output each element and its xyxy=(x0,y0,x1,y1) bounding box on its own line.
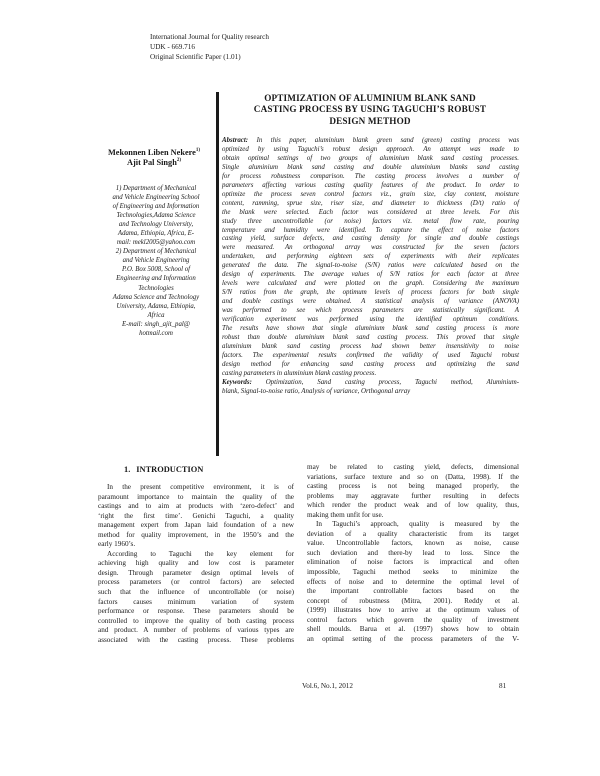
body-line: an optimal setting of the process parameters of the V- xyxy=(307,634,519,643)
affiliation-line: Technologies,Adama Science xyxy=(116,212,196,220)
affiliations xyxy=(98,184,214,338)
affiliation-line: Engineering and Information xyxy=(116,275,196,283)
abstract-line: levels were calculated and were plotted on the graph. Considering the maximum xyxy=(222,280,519,288)
body-line: effects of noise and to determine the optimal level of xyxy=(307,577,519,586)
author-list xyxy=(98,148,210,169)
paper-type: Original Scientific Paper (1.01) xyxy=(150,53,241,62)
abstract-line: aluminium blank sand casting process had shown better insensitivity to noise xyxy=(222,342,519,350)
body-line: paramount importance to maintain the quality of the xyxy=(98,492,294,501)
affiliation-line: and Vehicle Engineering School xyxy=(112,194,200,202)
body-line: associated with the casting process. These problems xyxy=(98,635,294,644)
abstract-line: optimized by using Taguchi’s robust design approach. An attempt was made to xyxy=(222,145,519,153)
body-line: early 1960’s. xyxy=(98,540,136,549)
body-line: In Taguchi’s approach, quality is measured by the xyxy=(316,520,519,529)
body-line: (1999) illustrates how to arrive at the optimum values of xyxy=(307,606,519,615)
abstract-first-text: In this paper, aluminium blank green sand (green) casting process was xyxy=(256,137,519,144)
keywords-line-2: blank, Signal-to-noise ratio, Analysis of variance, Orthogonal array xyxy=(222,387,411,395)
abstract-line: casting parameters in aluminium blank casting process. xyxy=(222,369,377,377)
body-line: variations, surface texture and so on (Datta, 1998). If the xyxy=(307,472,519,481)
abstract-line: robust than double aluminium blank sand casting process. This proved that single xyxy=(222,333,519,341)
body-line: shell moulds. Barua et al. (1997) shows how to obtain xyxy=(307,625,519,634)
body-line: ‘right the first time’. Genichi Taguchi, a quality xyxy=(98,511,294,520)
body-line: may be related to casting yield, defects, dimensional xyxy=(307,463,519,471)
body-line: performance or response. These parameters should be xyxy=(98,607,294,616)
body-line: the important controllable factors based on the xyxy=(307,587,519,596)
abstract-line: S/N ratios from the graph, the optimum levels of process factors for both single xyxy=(222,289,519,297)
body-line: concept of robustness (Mitra, 2001). Reddy et al. xyxy=(307,596,519,605)
section-heading xyxy=(98,465,294,474)
abstract-line xyxy=(222,137,519,146)
affiliation-line: and Technology University, xyxy=(118,221,194,229)
abstract-line: design of experiments. The average values of S/N ratios for each factor at three xyxy=(222,271,519,279)
body-left-column xyxy=(98,483,294,645)
body-right-column xyxy=(307,463,519,644)
keywords-line xyxy=(222,379,519,388)
abstract-line: optimize the process seven control factors viz., grain size, clay content, moisture xyxy=(222,190,519,198)
body-line: According to Taguchi the key element for xyxy=(107,549,294,558)
author-2 xyxy=(98,158,210,168)
affiliation-line: 1) Department of Mechanical xyxy=(115,185,197,192)
abstract-line: was performed to see which process parameters are statistically significant. A xyxy=(222,307,519,315)
abstract-line: and double castings were obtained. A statistical analysis of variance (ANOVA) xyxy=(222,298,519,306)
author-1-sup: 1) xyxy=(195,148,201,154)
affiliation-line: E-mail: singh_ajit_pal@ xyxy=(122,320,190,328)
affiliation-line: mail: mekl2005@yahoo.com xyxy=(116,239,196,247)
body-line: value. Uncontrollable factors, known as noise, cause xyxy=(307,539,519,548)
author-2-name: Ajit Pal Singh xyxy=(127,158,177,168)
author-2-sup: 2) xyxy=(176,158,181,164)
keywords-label: Keywords: xyxy=(222,378,252,386)
paper-title xyxy=(222,93,518,127)
body-line: design. Through parameter design optimal levels of xyxy=(98,568,294,577)
affiliation-line: Adama, Ethiopia, Africa, E- xyxy=(117,230,195,238)
abstract-line: content, ramming, sprue size, riser size, and diameter to thickness (D/t) ratio of xyxy=(222,199,519,207)
body-line: problems may aggravate further resulting in defects xyxy=(307,491,519,500)
section-number: 1. xyxy=(124,465,131,474)
body-line: impossible, Taguchi method seeks to minimize the xyxy=(307,568,519,577)
body-line: and product. A number of problems of various types are xyxy=(98,626,294,635)
body-line: process parameters (or control factors) are selected xyxy=(98,578,294,587)
affiliation-line: and Vehicle Engineering xyxy=(122,257,190,265)
abstract-line: design method for enhancing sand casting process and optimizing the sand xyxy=(222,360,519,368)
body-line: management expert from Japan laid foundation of a new xyxy=(98,521,294,530)
abstract-line: Single aluminium blank sand casting and double aluminium blanks sand casting xyxy=(222,163,519,171)
body-line: In the present competitive environment, it is of xyxy=(107,483,294,491)
body-line: factors causes minimum variation of system xyxy=(98,597,294,606)
body-line: which render the product weak and of low quality, thus, xyxy=(307,501,519,510)
journal-header xyxy=(150,32,269,63)
author-1 xyxy=(98,148,210,158)
abstract-line: obtain optimal settings of two groups of aluminium blank sand casting processes. xyxy=(222,154,519,162)
body-line: achieving high quality and low cost is parameter xyxy=(98,559,294,568)
affiliation-line: Africa xyxy=(147,311,165,319)
body-line: method for quality improvement, in the 1950’s and the xyxy=(98,530,294,539)
abstract-line: parameters affecting various casting quality features of the product. In order to xyxy=(222,181,519,189)
abstract-line: undertaken, and performing eighteen sets of experiments with their replicates xyxy=(222,253,519,261)
body-line: casting process is not being managed properly, the xyxy=(307,482,519,491)
affiliation-line: Adama Science and Technology xyxy=(112,293,200,301)
affiliation-line: of Engineering and Information xyxy=(112,203,200,211)
body-line: control factors which govern the quality of investment xyxy=(307,615,519,624)
udk-code: UDK - 669.716 xyxy=(150,43,195,52)
body-line: controlled to improve the quality of both casting process xyxy=(98,616,294,625)
body-line: such deviation and there-by lead to loss. Since the xyxy=(307,548,519,557)
author-1-name: Mekonnen Liben Nekere xyxy=(107,148,196,157)
abstract-line: were measured. An orthogonal array was constructed for the seven factors xyxy=(222,244,519,252)
title-line-1: OPTIMIZATION OF ALUMINIUM BLANK SAND xyxy=(264,93,476,103)
vertical-divider xyxy=(216,92,219,456)
affiliation-line: Technologies xyxy=(138,284,174,292)
title-line-2: CASTING PROCESS BY USING TAGUCHI’S ROBUST xyxy=(253,104,487,115)
abstract xyxy=(222,137,519,397)
body-line: making them unfit for use. xyxy=(307,510,384,519)
abstract-line: temperature and humidity were identified. To capture the effect of noise factors xyxy=(222,226,519,234)
footer-page-number: 81 xyxy=(499,682,507,690)
abstract-line: for process robustness comparison. The casting process involves a number of xyxy=(222,172,519,180)
body-line: castings and to aim at products with ‘zero-defect’ and xyxy=(98,502,294,511)
body-line: elimination of noise factors is impractical and often xyxy=(307,558,519,567)
abstract-line: verification experiment was performed using the identified optimum conditions. xyxy=(222,316,519,324)
affiliation-line: University, Adama, Ethiopia, xyxy=(116,302,196,310)
affiliation-line: P.O. Box 5008, School of xyxy=(121,266,191,274)
abstract-line: casting yield, surface defects, and casting density for single and double castings xyxy=(222,235,519,243)
section-title: INTRODUCTION xyxy=(136,465,204,474)
abstract-line: factors. The experimental results confirmed the validity of used Taguchi robust xyxy=(222,351,519,359)
journal-name: International Journal for Quality research xyxy=(150,33,269,41)
body-line: deviation of a quality characteristic from its target xyxy=(307,529,519,538)
title-line-3: DESIGN METHOD xyxy=(329,115,411,126)
abstract-line: study three uncontrollable (or noise) factors viz. metal flow rate, pouring xyxy=(222,217,519,225)
abstract-line: The results have shown that single aluminium blank sand casting process is more xyxy=(222,325,519,333)
footer-volume: Vol.6, No.1, 2012 xyxy=(302,682,353,690)
affiliation-line: 2) Department of Mechanical xyxy=(115,248,197,256)
affiliation-line: hotmail.com xyxy=(139,329,173,337)
body-line: such that the influence of uncontrollable (or noise) xyxy=(98,588,294,597)
keywords-first: Optimization, Sand casting process, Taguchi method, Aluminium- xyxy=(265,378,519,386)
abstract-label: Abstract: xyxy=(222,137,249,144)
abstract-line: generated the data. The signal-to-noise (S/N) ratios were calculated based on the xyxy=(222,262,519,270)
abstract-line: the blank were selected. Each factor was considered at three levels. For this xyxy=(222,208,519,216)
